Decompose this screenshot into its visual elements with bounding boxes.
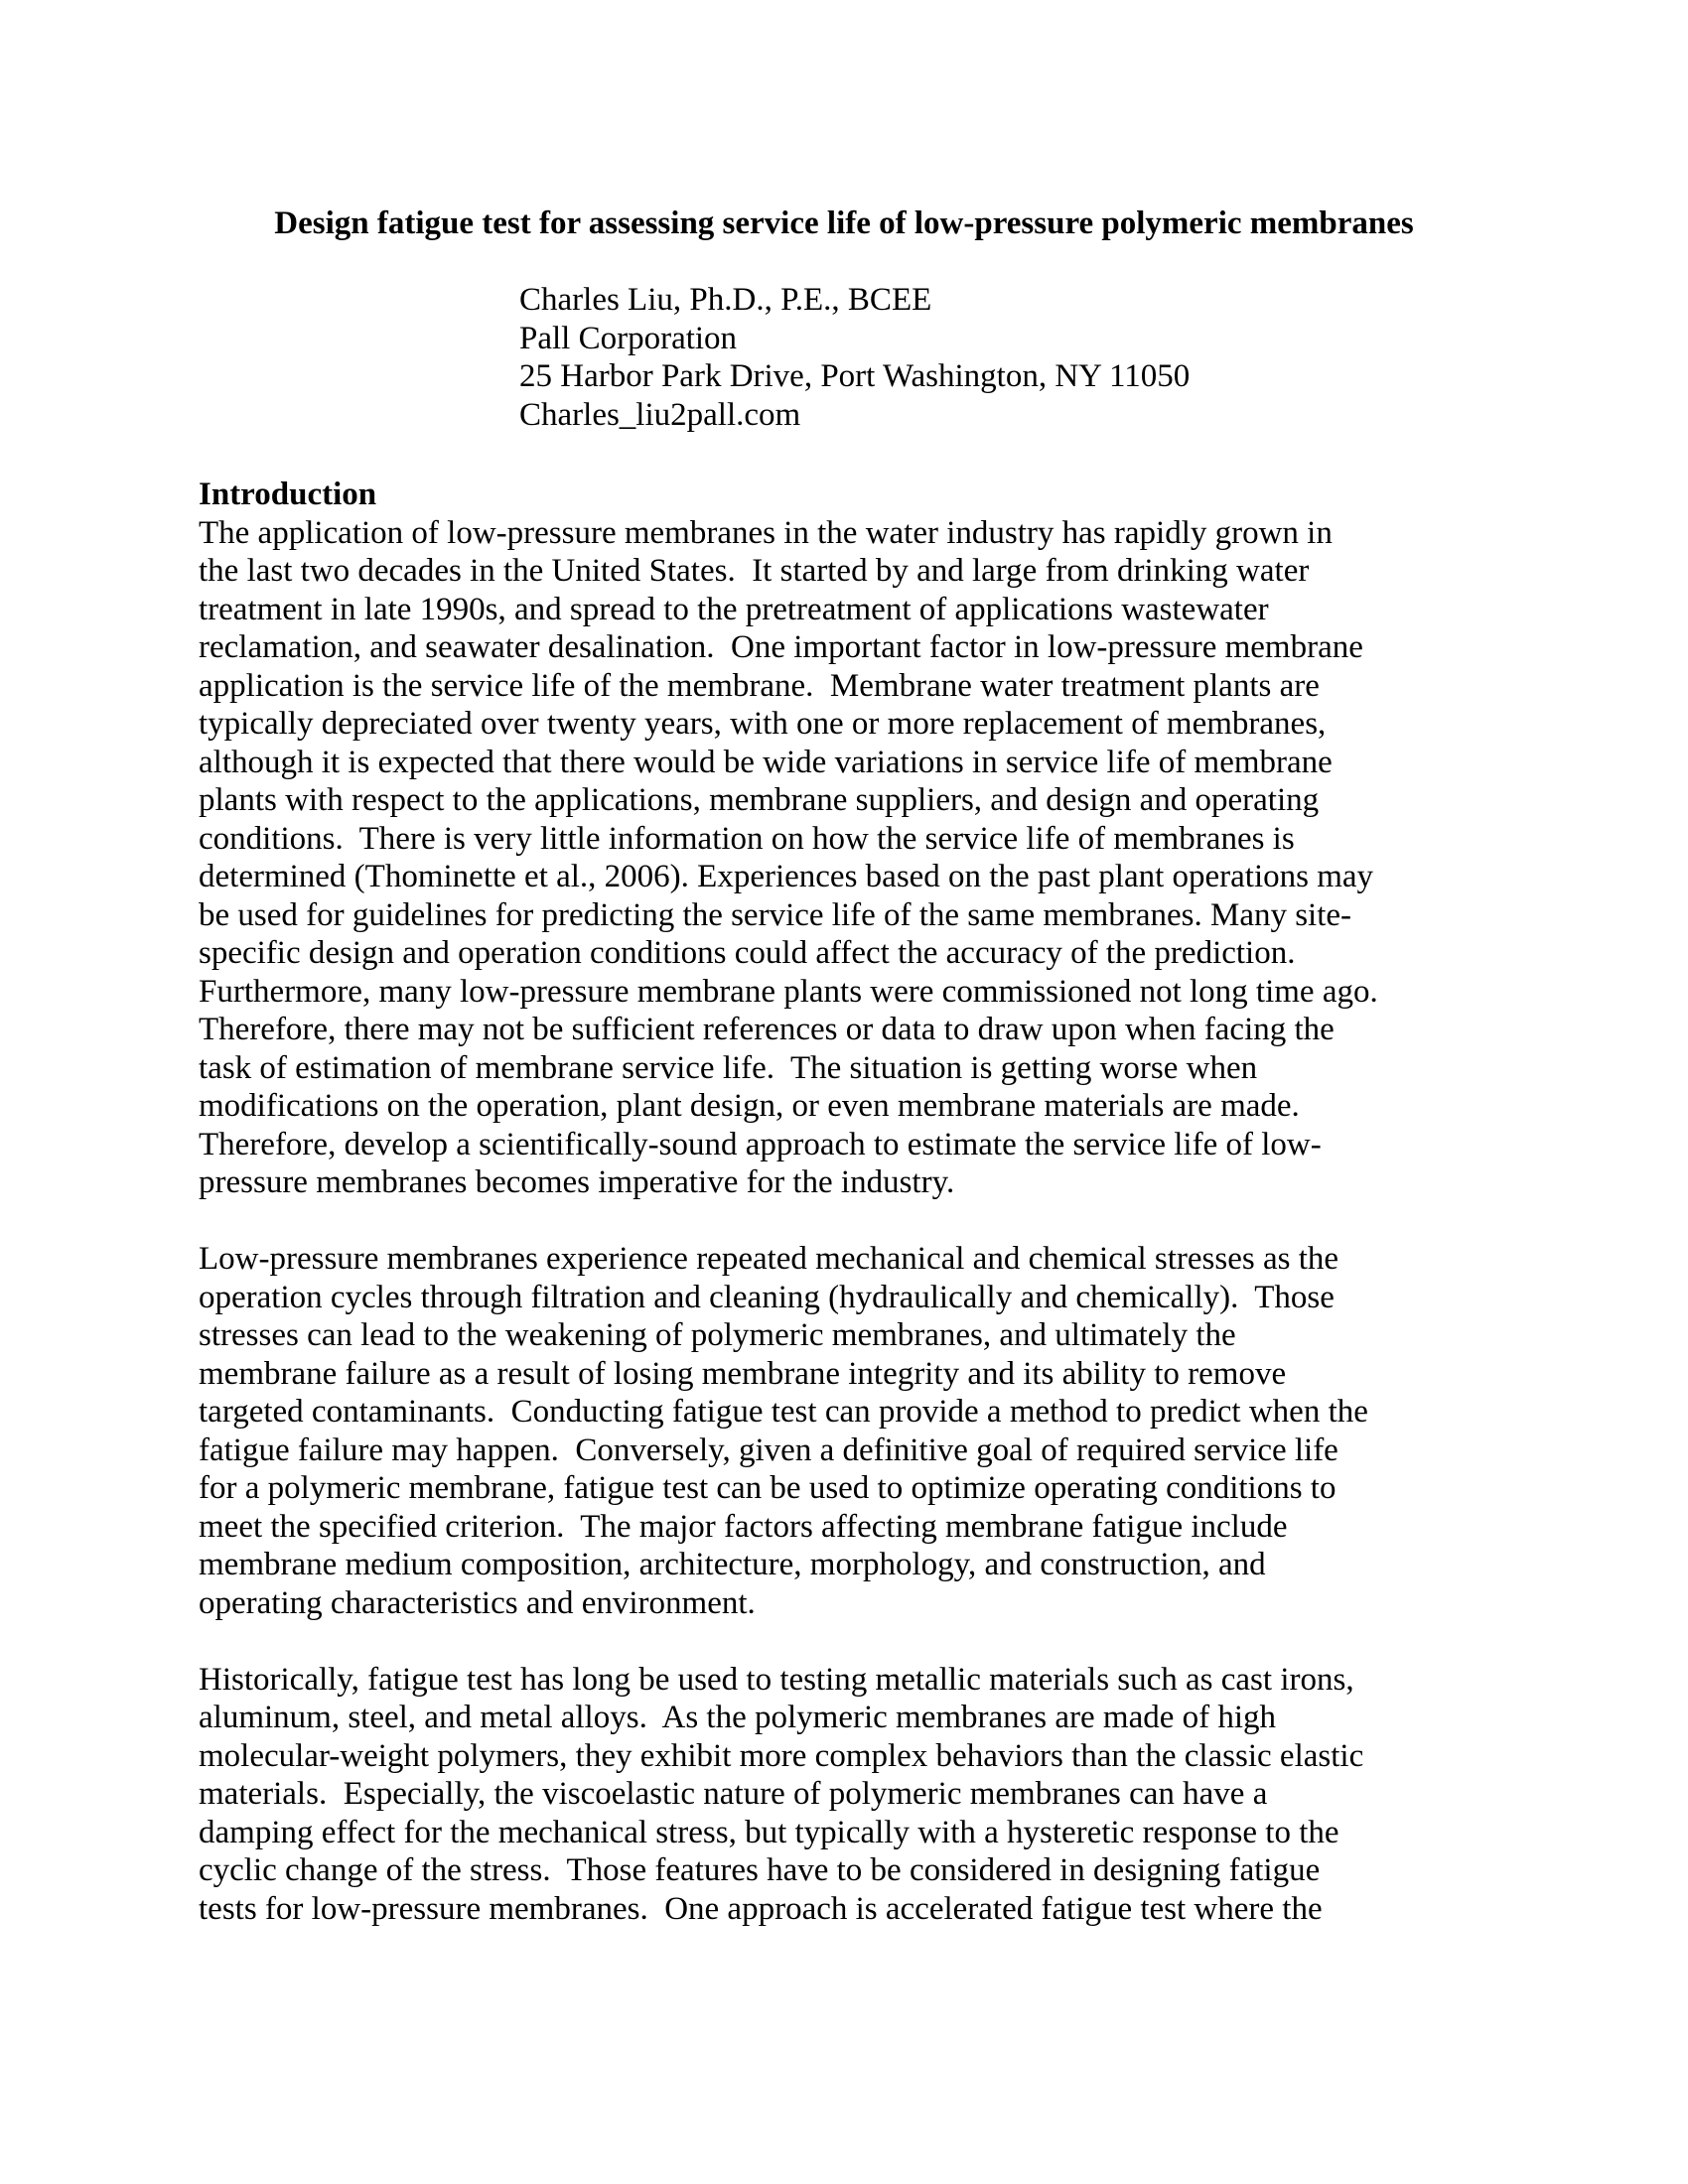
text-line: Furthermore, many low-pressure membrane plants were commissioned not long time ago. [199, 973, 1378, 1010]
text-line: Therefore, there may not be sufficient references or data to draw upon when facing the [199, 1012, 1335, 1047]
text-line: modifications on the operation, plant design, or even membrane materials are made. [199, 1088, 1300, 1124]
text-line: Pall Corporation [519, 320, 738, 356]
paper-title: Design fatigue test for assessing service life of low-pressure polymeric membranes [274, 205, 1414, 241]
paragraph [199, 1240, 1529, 1622]
text-line: for a polymeric membrane, fatigue test can be used to optimize operating conditions to [199, 1470, 1336, 1506]
text-line: plants with respect to the applications, membrane suppliers, and design and operating [199, 782, 1320, 818]
paragraph [199, 1661, 1529, 1929]
text-line: task of estimation of membrane service life. The situation is getting worse when [199, 1049, 1258, 1086]
text-line: Low-pressure membranes experience repeated mechanical and chemical stresses as the [199, 1241, 1339, 1277]
document-body [199, 476, 1529, 1928]
text-line: membrane medium composition, architecture, morphology, and construction, and [199, 1547, 1266, 1582]
text-line: damping effect for the mechanical stress, but typically with a hysteretic response to the [199, 1814, 1339, 1850]
author-block [519, 281, 1190, 434]
text-line: treatment in late 1990s, and spread to the pretreatment of applications wastewater [199, 591, 1269, 627]
text-line: Charles Liu, Ph.D., P.E., BCEE [519, 282, 932, 318]
text-line: pressure membranes becomes imperative for the industry. [199, 1164, 955, 1200]
text-line: be used for guidelines for predicting the service life of the same membranes. Many site- [199, 896, 1352, 933]
text-line: although it is expected that there would be wide variations in service life of membrane [199, 744, 1333, 780]
text-line: cyclic change of the stress. Those features have to be considered in designing fatigue [199, 1852, 1321, 1888]
text-line: determined (Thominette et al., 2006). Experiences based on the past plant operations may [199, 859, 1374, 894]
text-line: Historically, fatigue test has long be used to testing metallic materials such as cast irons, [199, 1661, 1354, 1698]
section-heading-introduction: Introduction [199, 477, 377, 512]
text-line: specific design and operation conditions could affect the accuracy of the prediction. [199, 935, 1296, 971]
text-line: fatigue failure may happen. Conversely, given a definitive goal of required service life [199, 1432, 1338, 1468]
text-line: operation cycles through filtration and cleaning (hydraulically and chemically). Those [199, 1279, 1335, 1315]
text-line: Therefore, develop a scientifically-sound approach to estimate the service life of low- [199, 1126, 1322, 1162]
text-line: materials. Especially, the viscoelastic nature of polymeric membranes can have a [199, 1776, 1268, 1812]
text-line: the last two decades in the United States. It started by and large from drinking water [199, 553, 1310, 589]
text-line: operating characteristics and environment. [199, 1584, 756, 1621]
text-line: molecular-weight polymers, they exhibit more complex behaviors than the classic elastic [199, 1737, 1364, 1774]
text-line: meet the specified criterion. The major factors affecting membrane fatigue include [199, 1508, 1288, 1545]
text-line: aluminum, steel, and metal alloys. As the polymeric membranes are made of high [199, 1700, 1277, 1735]
text-line: stresses can lead to the weakening of polymeric membranes, and ultimately the [199, 1317, 1236, 1353]
text-line: targeted contaminants. Conducting fatigue test can provide a method to predict when the [199, 1394, 1368, 1430]
text-line: typically depreciated over twenty years, with one or more replacement of membranes, [199, 706, 1327, 742]
text-line: The application of low-pressure membranes in the water industry has rapidly grown in [199, 514, 1333, 551]
paragraph [199, 514, 1529, 1202]
text-line: application is the service life of the membrane. Membrane water treatment plants are [199, 667, 1320, 704]
text-line: Charles_liu2pall.com [519, 396, 801, 433]
text-line: tests for low-pressure membranes. One approach is accelerated fatigue test where the [199, 1890, 1323, 1927]
text-line: membrane failure as a result of losing membrane integrity and its ability to remove [199, 1355, 1287, 1392]
text-line: reclamation, and seawater desalination. One important factor in low-pressure membrane [199, 629, 1363, 665]
text-line: conditions. There is very little information on how the service life of membranes is [199, 820, 1295, 857]
text-line: 25 Harbor Park Drive, Port Washington, NY 11050 [519, 358, 1191, 394]
